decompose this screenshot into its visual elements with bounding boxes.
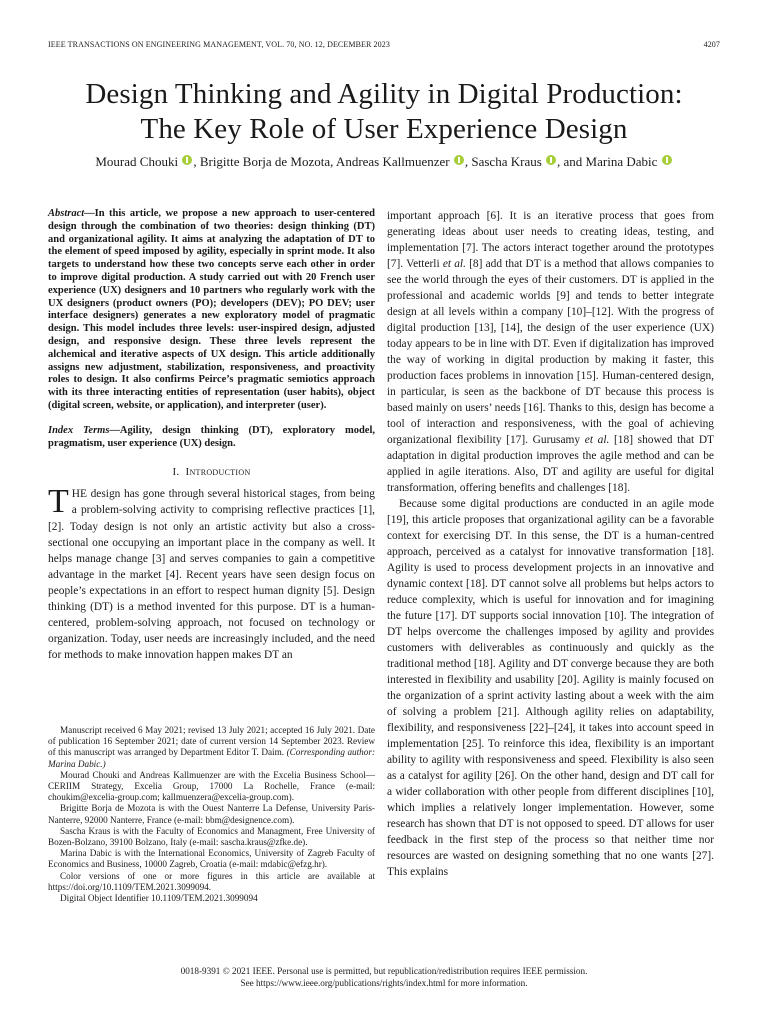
- drop-cap: T: [48, 483, 69, 521]
- left-column: [48, 208, 375, 663]
- footnote-color-versions: Color versions of one or more figures in this article are available at https://doi.org/10.1109/TEM.2021.3099094.: [48, 870, 375, 892]
- title-line-1: Design Thinking and Agility in Digital Production:: [85, 78, 683, 110]
- paper-title: [30, 77, 738, 147]
- copyright-line: 0018-9391 © 2021 IEEE. Personal use is permitted, but republication/redistribution requires IEEE permission.: [180, 966, 588, 976]
- body-paragraph: Because some digital productions are conducted in an agile mode [19], this article proposes that organizational agility can be a favorable context for exercising DT. In this sense, the DT is a human-centred approach, perceived as a catalyst for innovative transformation [18]. Agility is used to process development projects in an innovative and dynamic context [18]. DT cannot solve all problems but helps actors to reduce complexity, which is useful for innovation and for imagining the future [17]. DT supports social innovation [10]. The integration of DT helps overcome the challenges imposed by agility and provides customers with deliverables as continuously and quickly as the traditional method [18]. Agility and DT converge because they are both interested in flexibility and usability [20]. Agility is mainly focused on the organization of a sprint activity lasting about a week with the aim of solving a problem [21]. Although agility relies on adaptability, flexibility, and responsiveness [22]–[24], it takes into account speed in implementation [25]. To reinforce this idea, flexibility is an important ability to agility with responsiveness and speed. Flexibility is also seen as a catalyst for agility [26]. On the other hand, design and DT call for a wider collaboration with other people from different disciplines [10], which implies a relatively longer implementation. However, some research has shown that DT is not opposed to speed. DT allows for user feedback in the first step of the process so that neither time nor resources are wasted on designing something that no one wants [27]. This explains: [387, 498, 714, 878]
- footnote-doi: Digital Object Identifier 10.1109/TEM.2021.3099094: [60, 893, 258, 904]
- author-list: [30, 153, 738, 170]
- section-title: Introduction: [185, 466, 251, 479]
- author-name: , Brigitte Borja de Mozota, Andreas Kallmuenzer: [193, 154, 450, 169]
- index-terms-lead: Index Terms: [48, 424, 110, 436]
- footnote-affiliation: Marina Dabic is with the International Economics, University of Zagreb Faculty of Economics and Business, 10000 Zagreb, Croatia (e-mail: mdabic@efzg.hr).: [48, 848, 375, 870]
- copyright-footer: [48, 966, 720, 989]
- author-name: , and Marina Dabic: [557, 154, 658, 169]
- intro-text: design has gone through several historical stages, from being a problem-solving activity to comprising reflective practices [1], [2]. Today design is not only an artistic activity but also a cross-sectional one occupying an important place in the company as well. It helps manage change [3] and serves companies to gain a competitive advantage in the market [4]. Recent years have seen design focus on people’s expectations in an effort to respect human dignity [5]. Design thinking (DT) is a method invented for this purpose. DT is a human-centered, problem-solving approach, not focused on technology or organization. Today, user needs are increasingly included, and the need for methods to make innovation happen makes DT an: [48, 488, 375, 662]
- author-name: Mourad Chouki: [95, 154, 179, 169]
- orcid-icon[interactable]: [662, 155, 672, 165]
- index-terms: [48, 425, 375, 451]
- abstract-lead: Abstract: [48, 208, 85, 219]
- page-number: 4207: [703, 40, 720, 49]
- intro-paragraph: [48, 483, 375, 663]
- corresponding-author: (Corresponding author: Marina Dabic.): [48, 747, 376, 769]
- section-number: I.: [172, 466, 180, 479]
- footnote-affiliation: Mourad Chouki and Andreas Kallmuenzer are with the Excelia Business School—CERIIM Strategy, Excelia Group, 17000 La Rochelle, France (e-mail: choukim@excelia-group.com; kallmuenzera@excelia-group.com).: [48, 769, 375, 803]
- orcid-icon[interactable]: [454, 155, 464, 165]
- section-heading: [48, 466, 375, 478]
- orcid-icon[interactable]: [182, 155, 192, 165]
- rights-link[interactable]: See https://www.ieee.org/publications/rights/index.html for more information.: [240, 977, 528, 988]
- journal-header: IEEE TRANSACTIONS ON ENGINEERING MANAGEMENT, VOL. 70, NO. 12, DECEMBER 2023: [48, 40, 390, 49]
- footnote-affiliation: Brigitte Borja de Mozota is with the Ouest Nanterre La Defense, University Paris-Nanterre, 92000 Nanterre, France (e-mail: bbm@designence.com).: [48, 803, 375, 825]
- abstract: [48, 208, 375, 413]
- author-name: , Sascha Kraus: [464, 154, 542, 169]
- title-line-2: The Key Role of User Experience Design: [140, 113, 628, 145]
- body-paragraph: important approach [6]. It is an iterative process that goes from generating ideas about user needs to creating ideas, testing, and implementation [7]. The actors interact together around the prototypes [7]. Vetterli et al. [8] add that DT is a method that allows companies to see the world through the eyes of their customers. DT is applied in the professional and academic worlds [9] and tends to better integrate design at all levels within a company [10]–[12]. With the progress of digital production [13], [14], the design of the user experience (UX) today appears to be in line with DT. Even if digitalization has improved the way of working in digital production by making it faster, this production faces problems in innovation [15]. Human-centered design, in particular, is seen as the backbone of DT because this process is based mainly on users’ needs [16]. Thanks to this, design has become a tool of interaction and responsiveness, with the goal of achieving organizational flexibility [17]. Gurusamy et al. [18] showed that DT adaptation in digital production improves the agile method and can be applied in agile iterations. Also, DT and agility are useful for digital transformation, offering benefits and challenges [18].: [387, 210, 715, 494]
- footnote-affiliation: Sascha Kraus is with the Faculty of Economics and Managment, Free University of Bozen-Bolzano, 39100 Bolzano, Italy (e-mail: sascha.kraus@zfke.de).: [48, 825, 375, 848]
- index-terms-text: —Agility, design thinking (DT), exploratory model, pragmatism, user experience (UX) design.: [48, 424, 375, 449]
- intro-first-word: HE: [71, 488, 87, 501]
- abstract-text: —In this article, we propose a new approach to user-centered design through the combination of two theories: design thinking (DT) and organizational agility. It aims at analyzing the adaptation of DT to the element of speed imposed by agility, especially in sprint mode. It also targets to understand how these two concepts serve each other in order to improve digital production. A study carried out with 20 French user experience (UX) designers and 10 partners who regularly work with the UX designers (product owners (PO); developers (DEV); PO DEV; user interface designers) generates a new exploratory model of pragmatic design. This model includes three levels: user-inspired design, adjusted design, and responsive design. These three levels represent the alchemical and iterative aspects of UX design. This article additionally assigns new adjustment, stabilization, responsiveness, and proactivity roles to design. It also confirms Peirce’s pragmatic semiotics approach with its three interacting entities of representation (user habits), object (digital screen, website, or application), and interpreter (user).: [48, 208, 375, 411]
- orcid-icon[interactable]: [546, 155, 556, 165]
- footnote-manuscript: Manuscript received 6 May 2021; revised 13 July 2021; accepted 16 July 2021. Date of publication 16 September 2021; date of current version 14 September 2023. Review of this manuscript was arranged by Department Editor T. Daim. (Corresponding author: Marina Dabic.): [48, 725, 376, 769]
- footnotes: [48, 725, 375, 904]
- right-column: [387, 208, 714, 880]
